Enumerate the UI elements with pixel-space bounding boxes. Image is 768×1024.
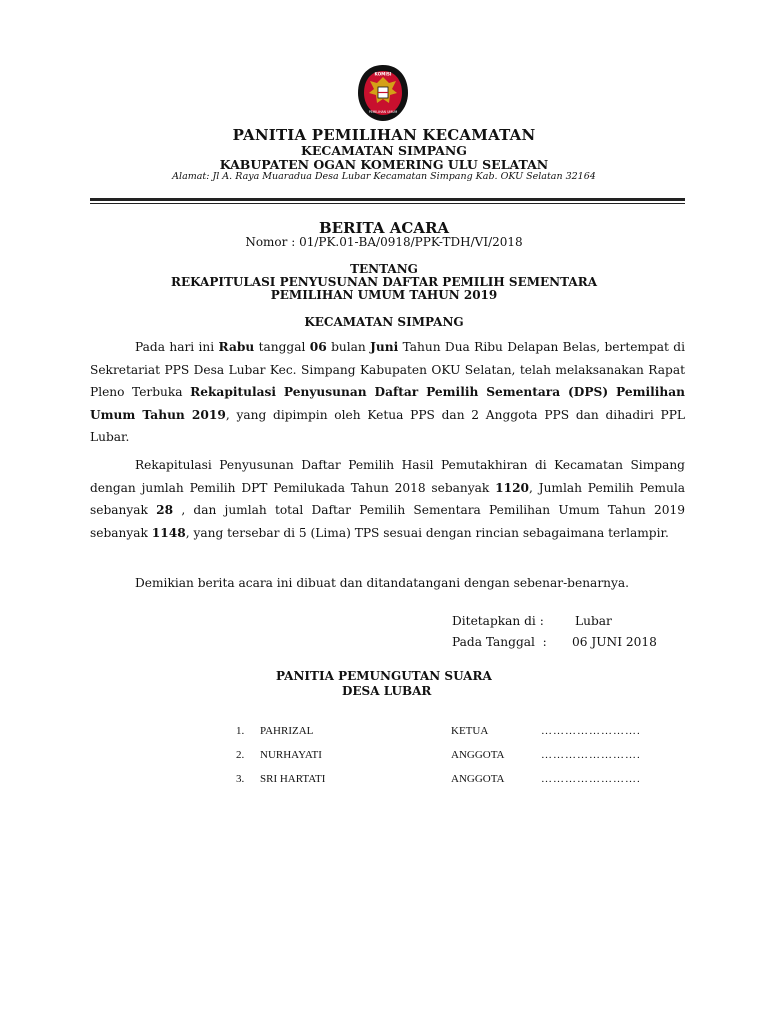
member-number: 1. bbox=[236, 725, 245, 737]
member-name: PAHRIZAL bbox=[260, 725, 314, 737]
header-title: PANITIA PEMILIHAN KECAMATAN bbox=[232, 126, 536, 144]
document-number: Nomor : 01/PK.01-BA/0918/PPK-TDH/VI/2018 bbox=[245, 235, 523, 249]
header-divider-thin bbox=[90, 203, 685, 204]
committee-village: DESA LUBAR bbox=[342, 684, 432, 698]
header-divider-thick bbox=[90, 198, 685, 201]
member-number: 3. bbox=[236, 773, 245, 785]
document-about: TENTANG bbox=[350, 262, 418, 276]
document-subject-line1: REKAPITULASI PENYUSUNAN DAFTAR PEMILIH SEMENTARA bbox=[170, 275, 598, 289]
member-signature-line: ……………………. bbox=[541, 749, 641, 761]
paragraph-1: Pada hari ini Rabu tanggal 06 bulan Juni Tahun Dua Ribu Delapan Belas, bertempat di Sekretariat PPS Desa Lubar Kec. Simpang Kabupaten OKU Selatan, telah melaksanakan Rapat Pleno Terbuka Rekapitulasi Penyusunan Daftar Pemilih Sementara (DPS) Pemilihan Umum Tahun 2019, yang dipimpin oleh Ketua PPS dan 2 Anggota PPS dan dihadiri PPL Lubar. bbox=[90, 340, 686, 444]
paragraph-3: Demikian berita acara ini dibuat dan ditandatangani dengan sebenar-benarnya. bbox=[135, 576, 630, 590]
member-role: ANGGOTA bbox=[451, 749, 505, 761]
header-district: KECAMATAN SIMPANG bbox=[301, 143, 467, 158]
place-value: Lubar bbox=[575, 614, 612, 628]
header-regency: KABUPATEN OGAN KOMERING ULU SELATAN bbox=[219, 157, 549, 172]
kpu-emblem-icon bbox=[356, 63, 410, 123]
logo-top-text: KOMISI bbox=[374, 71, 392, 77]
date-value: 06 JUNI 2018 bbox=[572, 635, 657, 649]
date-label: Pada Tanggal : bbox=[452, 635, 547, 649]
member-name: NURHAYATI bbox=[260, 749, 322, 761]
member-role: KETUA bbox=[451, 725, 489, 737]
member-name: SRI HARTATI bbox=[260, 773, 326, 785]
member-role: ANGGOTA bbox=[451, 773, 505, 785]
committee-title: PANITIA PEMUNGUTAN SUARA bbox=[276, 669, 492, 683]
document-subject-line2: PEMILIHAN UMUM TAHUN 2019 bbox=[270, 288, 498, 302]
member-number: 2. bbox=[236, 749, 245, 761]
document-district: KECAMATAN SIMPANG bbox=[304, 315, 464, 329]
place-label: Ditetapkan di : bbox=[452, 614, 544, 628]
member-signature-line: ……………………. bbox=[541, 773, 641, 785]
document-title: BERITA ACARA bbox=[318, 219, 450, 237]
paragraph-2: Rekapitulasi Penyusunan Daftar Pemilih Hasil Pemutakhiran di Kecamatan Simpang dengan jumlah Pemilih DPT Pemilukada Tahun 2018 sebanyak 1120, Jumlah Pemilih Pemula sebanyak 28 , dan jumlah total Daftar Pemilih Sementara Pemilihan Umum Tahun 2019 sebanyak 1148, yang tersebar di 5 (Lima) TPS sesuai dengan rincian sebagaimana terlampir. bbox=[90, 458, 685, 540]
logo-bottom-text: PEMILIHAN UMUM bbox=[368, 110, 398, 114]
kpu-logo bbox=[356, 63, 410, 123]
member-signature-line: ……………………. bbox=[541, 725, 641, 737]
header-address: Alamat: Jl A. Raya Muaradua Desa Lubar Kecamatan Simpang Kab. OKU Selatan 32164 bbox=[172, 171, 596, 182]
